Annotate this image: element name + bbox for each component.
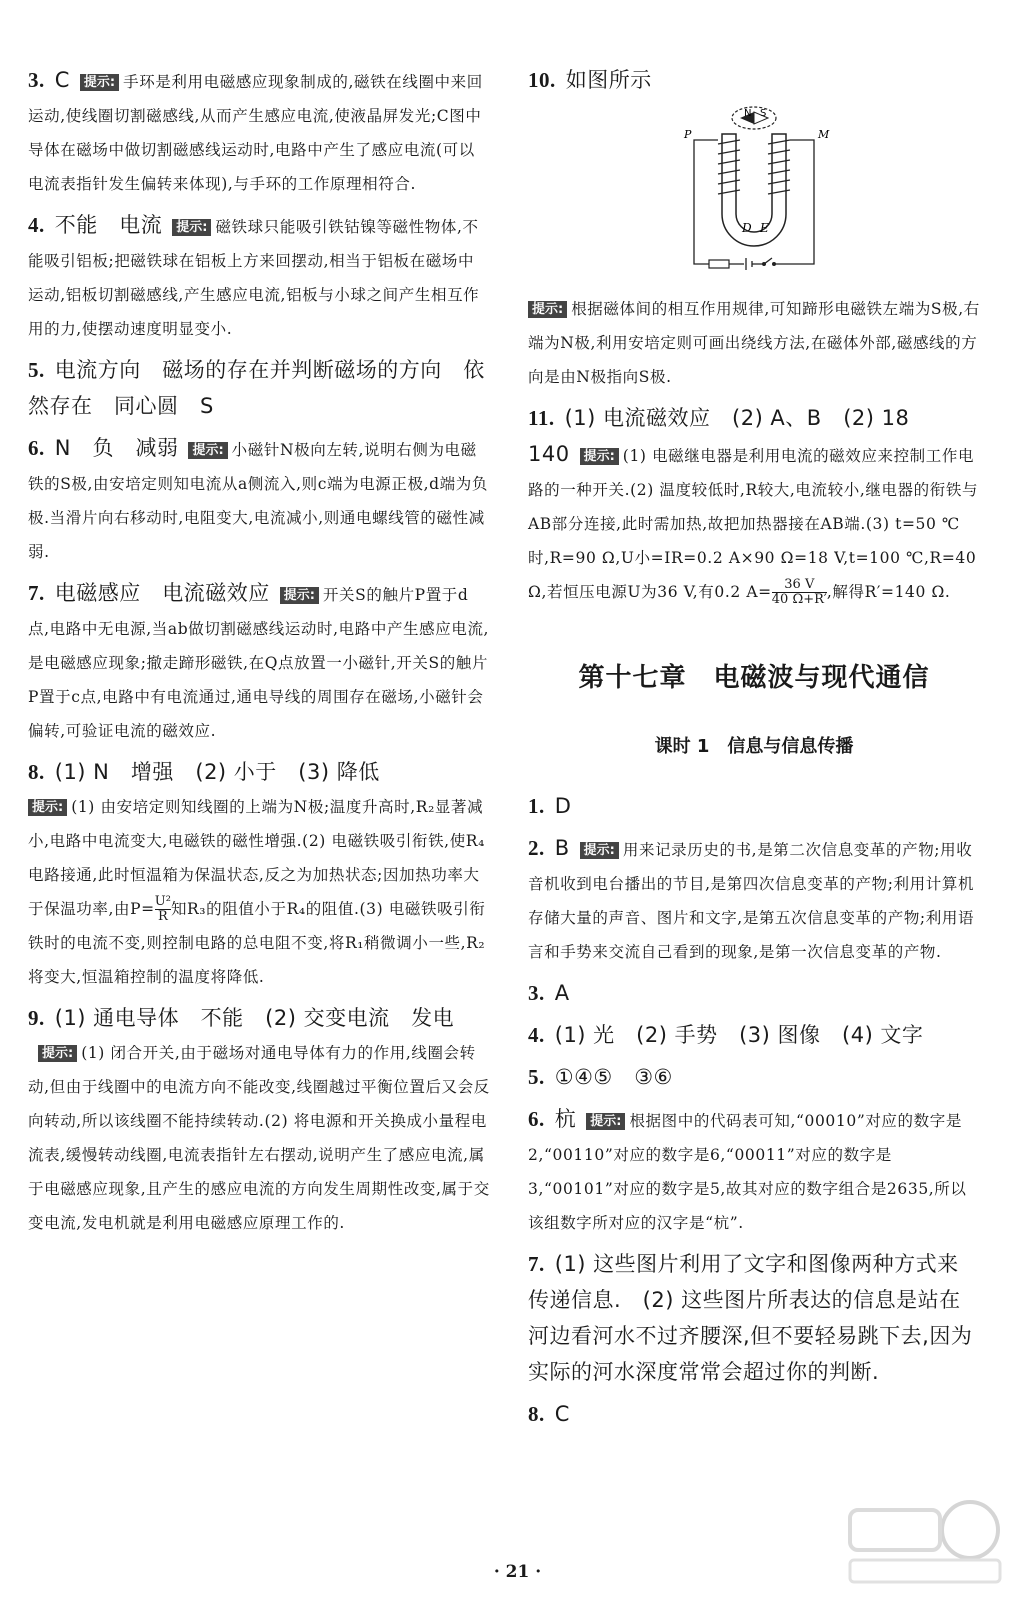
figure-label-m: M <box>818 128 830 141</box>
item-number: 6. <box>528 1107 545 1131</box>
hint-label: 提示: <box>580 842 619 859</box>
item-answer: C <box>54 68 70 92</box>
item-hint: (1) 闭合开关,由于磁场对通电导体有力的作用,线圈会转动,但由于线圈中的电流方向不能改变,线圈越过平衡位置后又会反向转动,所以该线圈不能持续转动.(2) 将电源和开关换成小量程电流表,缓慢转动线圈,电流表指针左右摆动,说明产生了感应电流,属于电磁感应现象,且产生的感应电流的方向发生周期性改变,属于交变电流,发电机就是利用电磁感应原理工作的. <box>28 1044 490 1232</box>
answer-item-8 <box>28 754 490 994</box>
item-answer: (1) 电流磁效应 (2) A、B (2) 18 <box>564 406 910 430</box>
item-hint: 根据磁体间的相互作用规律,可知蹄形电磁铁左端为S极,右端为N极,利用安培定则可画出绕线方法,在磁体外部,磁感线的方向是由N极指向S极. <box>528 300 980 386</box>
lesson-item-3 <box>528 975 980 1011</box>
power-formula <box>155 895 171 924</box>
hint-label: 提示: <box>172 219 211 236</box>
answer-item-6 <box>28 430 490 569</box>
item-hint: 开关S的触片P置于d点,电路中无电源,当ab做切割磁感线运动时,电路中产生感应电流,是电磁感应现象;撤走蹄形磁铁,在Q点放置一小磁针,开关S的触片P置于c点,电路中有电流通过,通电导线的周围存在磁场,小磁针会偏转,可验证电流的磁效应. <box>28 586 490 740</box>
chapter-title: 第十七章 电磁波与现代通信 <box>578 663 930 693</box>
figure-label-n: N <box>744 108 752 119</box>
item-hint: 小磁针N极向左转,说明右侧为电磁铁的S极,由安培定则知电流从a侧流入,则c端为电源正极,d端为负极.当滑片向右移动时,电阻变大,电流减小,则通电螺线管的磁性减弱. <box>28 441 488 561</box>
hint-label: 提示: <box>586 1113 625 1130</box>
item-answer: N 负 减弱 <box>54 436 179 460</box>
left-column <box>28 62 490 1246</box>
hint-label: 提示: <box>188 442 227 459</box>
item-number: 7. <box>28 581 45 605</box>
lesson-item-8 <box>528 1396 980 1432</box>
item-hint: (1) 由安培定则知线圈的上端为N极;温度升高时,R₂显著减小,电路中电流变大,电磁铁的磁性增强.(2) 电磁铁吸引衔铁,使R₄电路接通,此时恒温箱为保温状态,反之为加热状态;因加热功率大于保温功率,由 <box>28 798 485 918</box>
item-number: 8. <box>528 1402 545 1426</box>
answer-item-3 <box>28 62 490 201</box>
item-answer-continued: 140 <box>528 442 570 466</box>
formula-numerator: U² <box>154 894 171 909</box>
item-answer: 杭 <box>554 1107 577 1131</box>
item-answer: (1) 这些图片利用了文字和图像两种方式来传递信息. (2) 这些图片所表达的信息是站在河边看河水不过齐腰深,但不要轻易跳下去,因为实际的河水深度常常会超过你的判断. <box>528 1252 973 1384</box>
answer-item-9 <box>28 1000 490 1240</box>
item-number: 1. <box>528 794 545 818</box>
item-number: 8. <box>28 760 45 784</box>
item-answer: B <box>554 836 570 860</box>
lesson-item-6 <box>528 1101 980 1240</box>
item-number: 6. <box>28 436 45 460</box>
lesson-item-7 <box>528 1246 980 1390</box>
current-formula <box>772 578 827 607</box>
item-hint: 磁铁球只能吸引铁钴镍等磁性物体,不能吸引铝板;把磁铁球在铝板上方来回摆动,相当于铝板在磁场中运动,铝板切割磁感线,产生感应电流,铝板与小球之间产生相互作用的力,使摆动速度明显变小. <box>28 218 480 338</box>
item-number: 7. <box>528 1252 545 1276</box>
item-answer: A <box>554 981 570 1005</box>
hint-label: 提示: <box>28 799 67 816</box>
item-number: 3. <box>528 981 545 1005</box>
lesson-item-4 <box>528 1017 980 1053</box>
figure-label-p: P <box>684 128 692 141</box>
lesson-item-2 <box>528 830 980 969</box>
answer-item-4 <box>28 207 490 346</box>
item-answer: D <box>554 794 572 818</box>
answer-item-10 <box>528 62 980 394</box>
formula-denominator: 40 Ω+R′ <box>771 592 827 607</box>
item-answer: (1) N 增强 (2) 小于 (3) 降低 <box>54 760 380 784</box>
item-hint: (1) 电磁继电器是利用电流的磁效应来控制工作电路的一种开关.(2) 温度较低时,R较大,电流较小,继电器的衔铁与AB部分连接,此时需加热,故把加热器接在AB端.(3) t=50 ℃时,R=90 Ω,U小=IR=0.2 A×90 Ω=18 V,t=100 ℃,R=40 Ω,若恒压电源U为36 V,有0.2 A= <box>528 447 979 601</box>
answer-item-5 <box>28 352 490 424</box>
item-answer: (1) 光 (2) 手势 (3) 图像 (4) 文字 <box>554 1023 924 1047</box>
formula-denominator: R <box>155 909 171 924</box>
answer-item-11 <box>528 400 980 609</box>
item-number: 11. <box>528 406 555 430</box>
item-answer: (1) 通电导体 不能 (2) 交变电流 发电 <box>54 1006 455 1030</box>
item-answer: C <box>554 1402 570 1426</box>
hint-label: 提示: <box>580 448 619 465</box>
lesson-item-5 <box>528 1059 980 1095</box>
figure-label-d: D <box>742 221 752 235</box>
electromagnet-diagram <box>664 104 844 284</box>
answer-item-7 <box>28 575 490 748</box>
item-hint-continued: 知R₃的阻值小于R₄的阻值.(3) 电磁铁吸引衔铁时的电流不变,则控制电路的总电阻不变,将R₁稍微调小一些,R₂将变大,恒温箱控制的温度将降低. <box>28 900 486 986</box>
hint-label: 提示: <box>80 74 119 91</box>
item-number: 5. <box>528 1065 545 1089</box>
item-answer: 电磁感应 电流磁效应 <box>54 581 270 605</box>
item-number: 9. <box>28 1006 45 1030</box>
item-number: 5. <box>28 358 45 382</box>
item-hint: 根据图中的代码表可知,“00010”对应的数字是2,“00110”对应的数字是6,“00011”对应的数字是3,“00101”对应的数字是5,故其对应的数字组合是2635,所以该组数字所对应的汉字是“杭”. <box>528 1112 967 1232</box>
lesson-item-1 <box>528 788 980 824</box>
lesson-title: 课时 1 信息与信息传播 <box>654 736 854 757</box>
item-hint: 手环是利用电磁感应现象制成的,磁铁在线圈中来回运动,使线圈切割磁感线,从而产生感应电流,使液晶屏发光;C图中导体在磁场中做切割磁感线运动时,电路中产生了感应电流(可以电流表指针发生偏转来体现),与手环的工作原理相符合. <box>28 73 483 193</box>
item-number: 3. <box>28 68 45 92</box>
item-answer: ①④⑤ ③⑥ <box>554 1065 673 1089</box>
page-number: · 21 · <box>493 1562 542 1582</box>
item-number: 4. <box>28 213 45 237</box>
right-column <box>528 62 980 1438</box>
figure-label-s: S <box>760 108 767 119</box>
item-hint: 用来记录历史的书,是第二次信息变革的产物;用收音机收到电台播出的节目,是第四次信息变革的产物;利用计算机存储大量的声音、图片和文字,是第五次信息变革的产物;利用语言和手势来交流自己看到的现象,是第一次信息变革的产物. <box>528 841 975 961</box>
hint-label: 提示: <box>280 587 319 604</box>
item-number: 4. <box>528 1023 545 1047</box>
item-number: 2. <box>528 836 545 860</box>
formula-prefix: P= <box>130 900 155 918</box>
hint-label: 提示: <box>528 301 567 318</box>
watermark-logo <box>840 1490 1010 1590</box>
item-hint-continued: ,解得R′=140 Ω. <box>826 583 951 601</box>
item-answer: 电流方向 磁场的存在并判断磁场的方向 依然存在 同心圆 S <box>28 358 485 418</box>
figure-label-e: E <box>760 221 769 235</box>
hint-label: 提示: <box>38 1045 77 1062</box>
item-answer: 如图所示 <box>565 68 652 92</box>
item-answer: 不能 电流 <box>54 213 163 237</box>
formula-numerator: 36 V <box>784 577 815 592</box>
item-number: 10. <box>528 68 556 92</box>
